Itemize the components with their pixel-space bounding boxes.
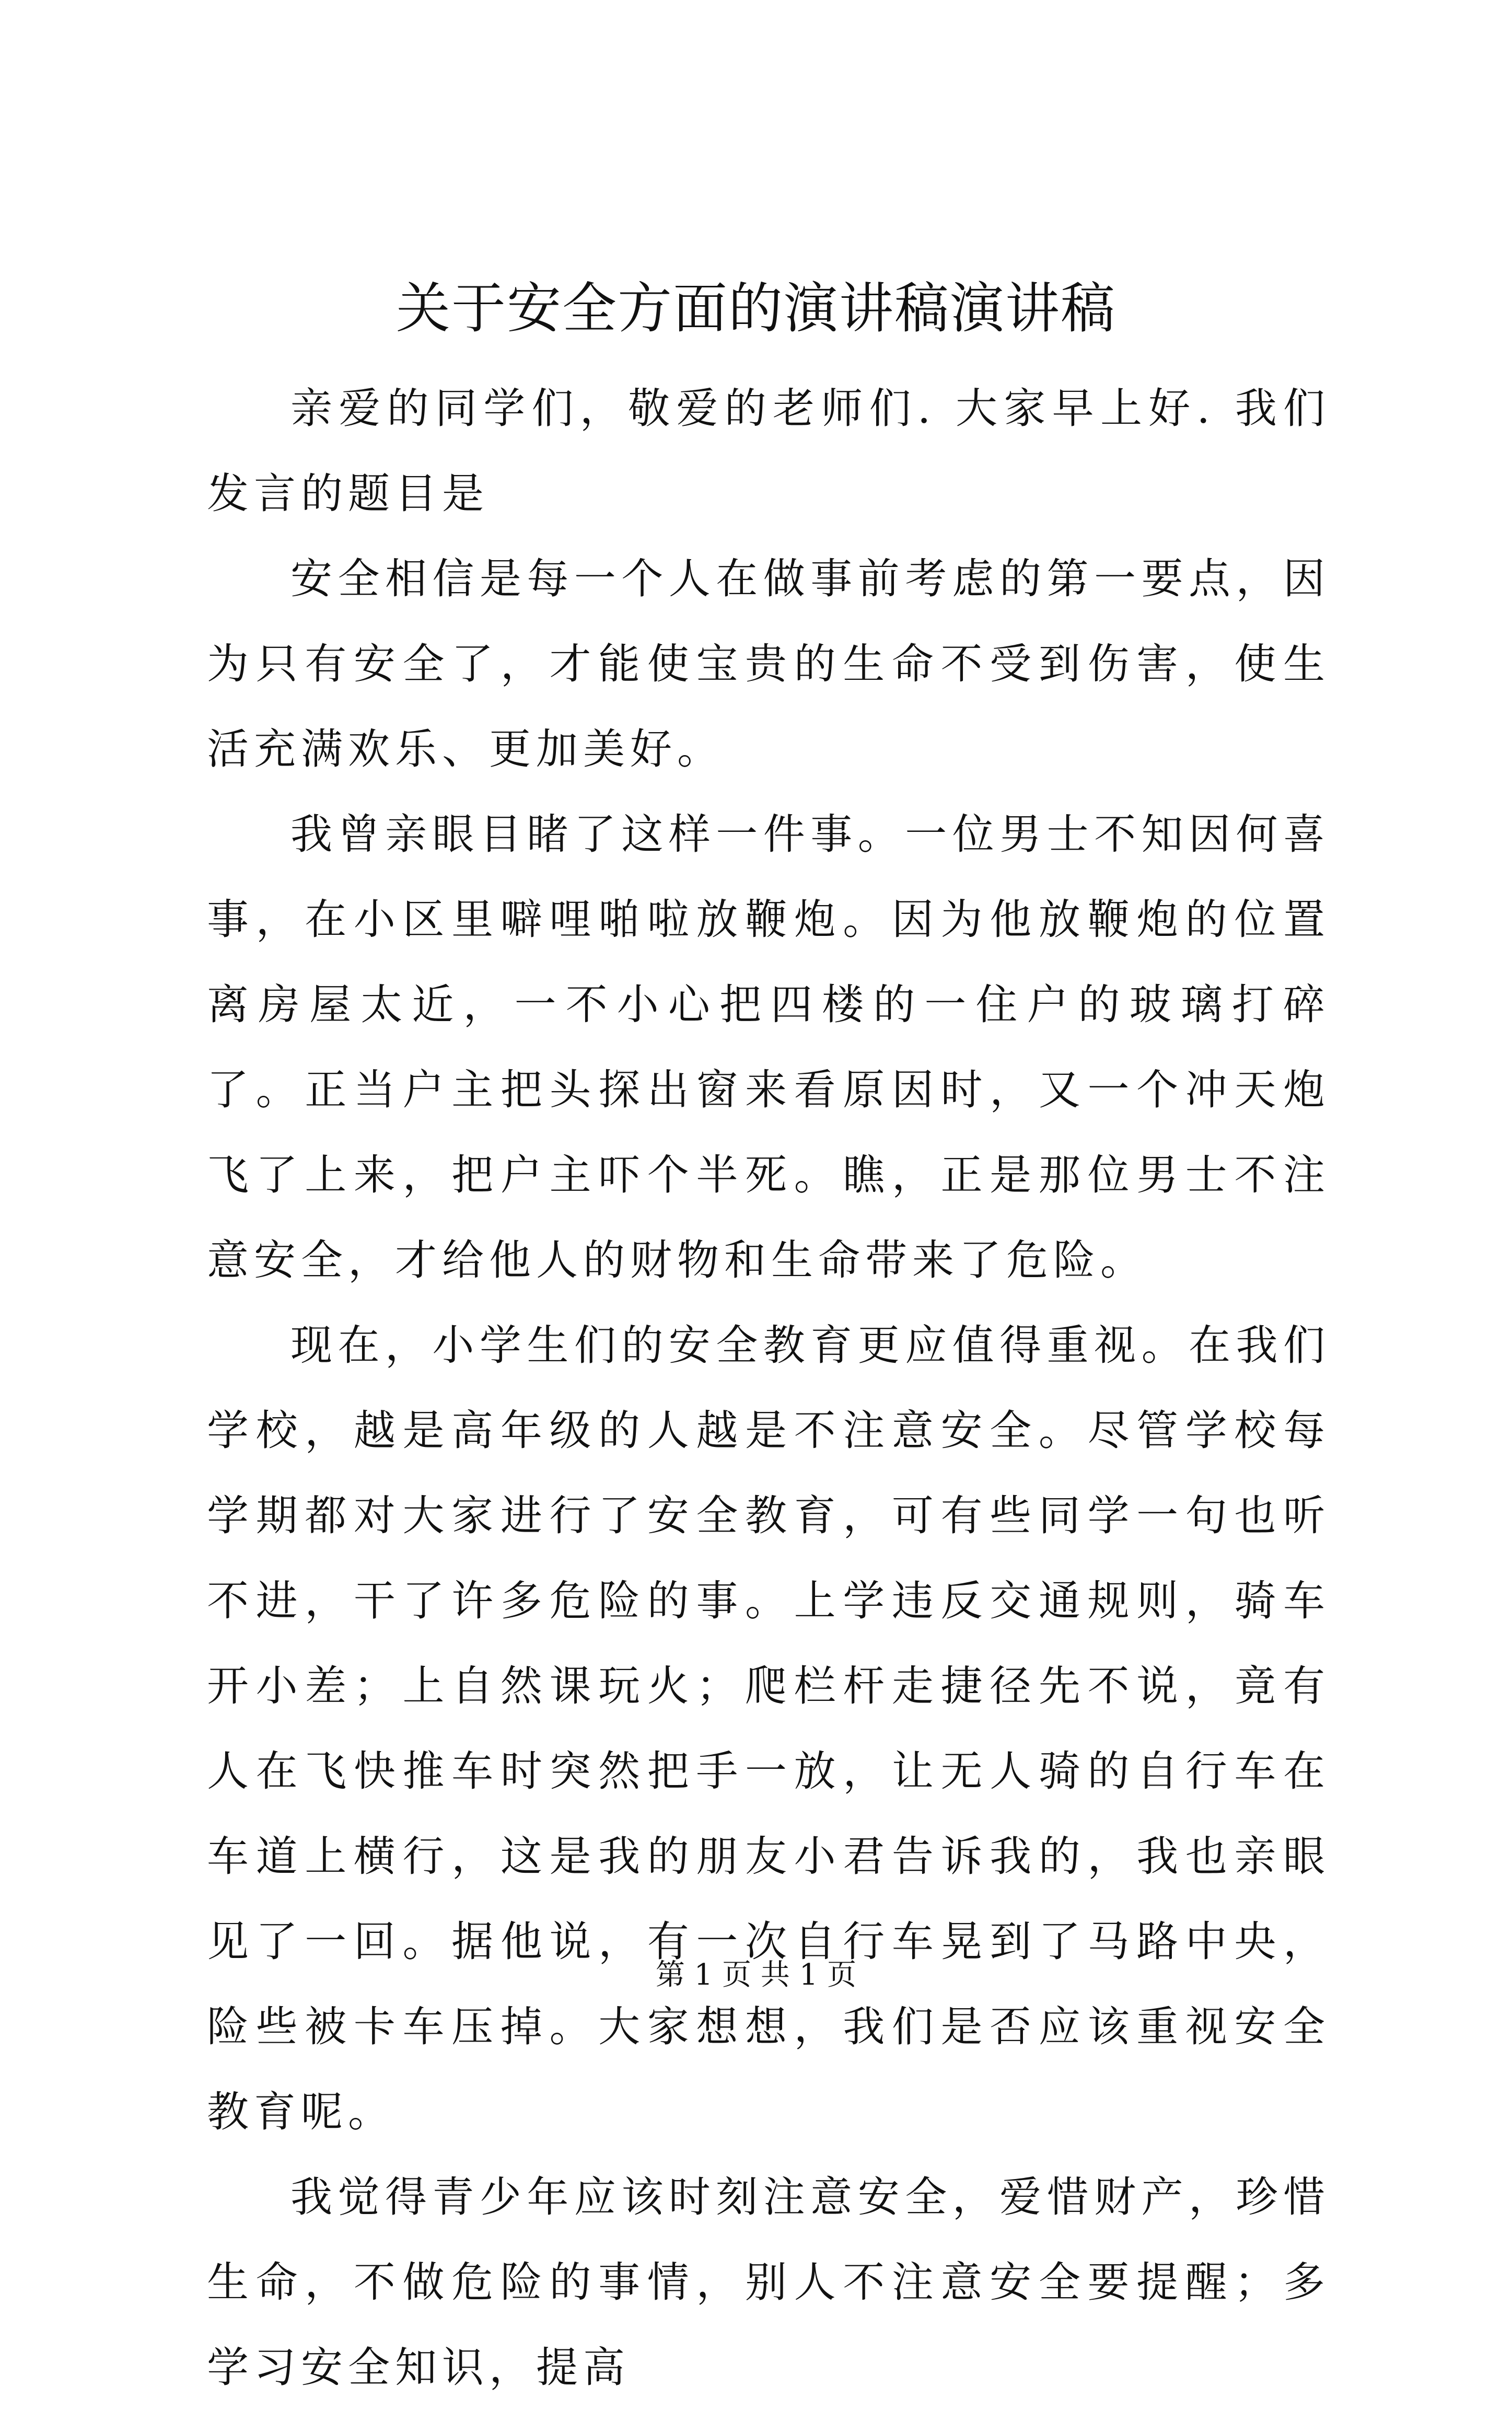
paragraph-2: 安全相信是每一个人在做事前考虑的第一要点，因为只有安全了，才能使宝贵的生命不受到伤害，使生活充满欢乐、更加美好。 xyxy=(207,554,1330,773)
document-title: 关于安全方面的演讲稿演讲稿 xyxy=(396,276,1116,340)
document-body xyxy=(207,366,1330,2410)
paragraph-5: 我觉得青少年应该时刻注意安全，爱惜财产，珍惜生命，不做危险的事情，别人不注意安全要提醒；多学习安全知识，提高 xyxy=(207,2173,1330,2392)
paragraph-1: 亲爱的同学们，敬爱的老师们. 大家早上好. 我们发言的题目是 xyxy=(207,384,1330,518)
paragraph-4: 现在，小学生们的安全教育更应值得重视。在我们学校，越是高年级的人越是不注意安全。尽管学校每学期都对大家进行了安全教育，可有些同学一句也听不进，干了许多危险的事。上学违反交通规则，骑车开小差；上自然课玩火；爬栏杆走捷径先不说，竟有人在飞快推车时突然把手一放，让无人骑的自行车在车道上横行，这是我的朋友小君告诉我的，我也亲眼见了一回。据他说，有一次自行车晃到了马路中央，险些被卡车压掉。大家想想，我们是否应该重视安全教育呢。 xyxy=(207,1321,1330,2136)
paragraph-3: 我曾亲眼目睹了这样一件事。一位男士不知因何喜事，在小区里噼哩啪啦放鞭炮。因为他放鞭炮的位置离房屋太近，一不小心把四楼的一住户的玻璃打碎了。正当户主把头探出窗来看原因时，又一个冲天炮飞了上来，把户主吓个半死。瞧，正是那位男士不注意安全，才给他人的财物和生命带来了危险。 xyxy=(207,810,1330,1284)
page-footer: 第 1 页 共 1 页 xyxy=(655,1958,857,1992)
